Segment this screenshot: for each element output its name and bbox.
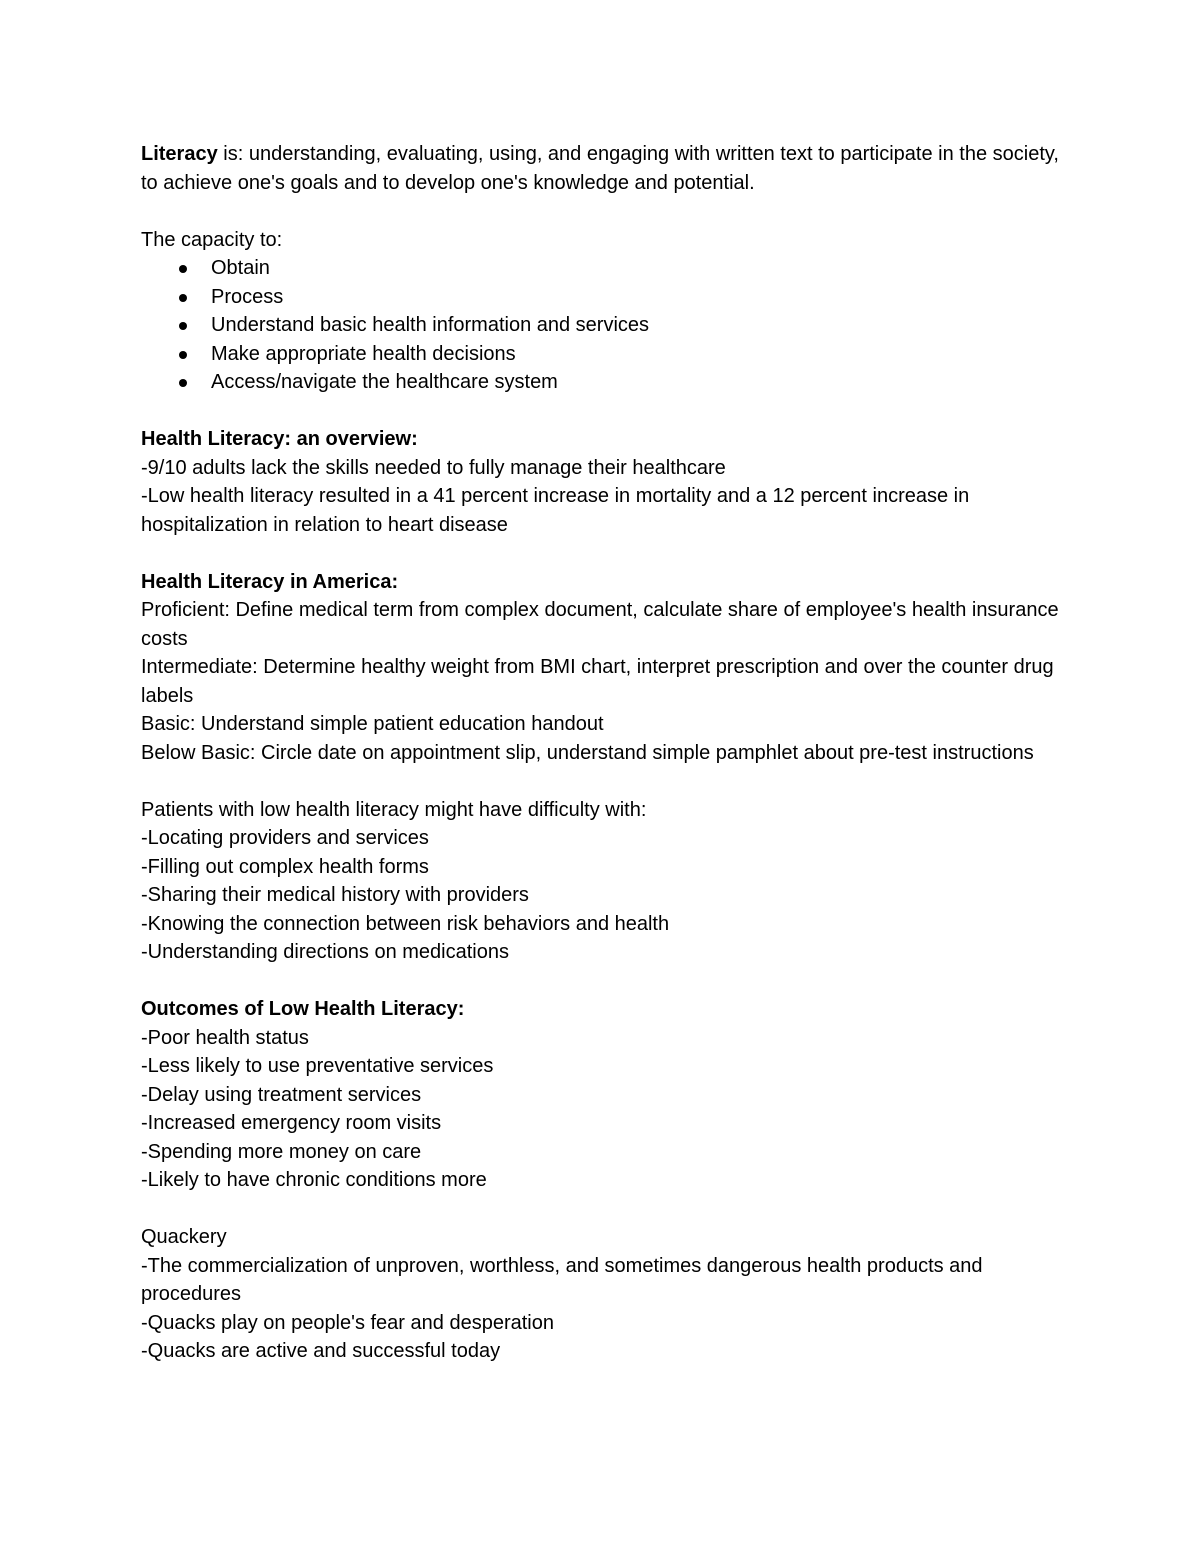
bullet-icon	[179, 351, 187, 359]
outcomes-line: -Poor health status	[141, 1026, 309, 1049]
literacy-definition	[141, 140, 1061, 197]
outcomes-line: -Increased emergency room visits	[141, 1112, 442, 1134]
quackery-line: -Quacks play on people's fear and desperation	[141, 1311, 554, 1334]
capacity-list	[141, 254, 1061, 397]
difficulty-line: -Filling out complex health forms	[141, 855, 429, 878]
capacity-item-text: Access/navigate the healthcare system	[211, 371, 558, 393]
america-heading	[141, 568, 1061, 597]
capacity-item-text: Obtain	[211, 257, 270, 279]
outcomes-heading-text: Outcomes of Low Health Literacy:	[141, 998, 465, 1020]
capacity-item-text: Make appropriate health decisions	[211, 342, 516, 365]
difficulty-line: -Understanding directions on medications	[141, 941, 509, 963]
difficulty-line: -Locating providers and services	[141, 827, 429, 849]
overview-line: -Low health literacy resulted in a 41 percent increase in mortality and a 12 percent increase in hospitalization in relation to heart disease	[141, 485, 970, 536]
overview-heading-text: Health Literacy: an overview:	[141, 428, 418, 450]
literacy-term: Literacy	[141, 143, 218, 165]
paragraph-gap	[141, 197, 1061, 226]
difficulty-line: -Knowing the connection between risk behaviors and health	[141, 912, 670, 935]
america-line: Basic: Understand simple patient education handout	[141, 713, 604, 735]
capacity-item	[141, 340, 1061, 369]
paragraph-gap	[141, 967, 1061, 996]
paragraph-gap	[141, 1195, 1061, 1224]
outcomes-heading	[141, 995, 1061, 1024]
paragraph-gap	[141, 397, 1061, 426]
quackery-line: -The commercialization of unproven, worthless, and sometimes dangerous health products and procedures	[141, 1254, 983, 1305]
outcomes-line: -Likely to have chronic conditions more	[141, 1169, 487, 1191]
bullet-icon	[179, 265, 187, 273]
document-page	[141, 140, 1061, 1366]
paragraph-gap	[141, 539, 1061, 568]
outcomes-line: -Spending more money on care	[141, 1140, 422, 1163]
bullet-icon	[179, 294, 187, 302]
america-heading-text: Health Literacy in America:	[141, 570, 399, 593]
capacity-item-text: Understand basic health information and services	[211, 314, 650, 336]
america-line: Intermediate: Determine healthy weight from BMI chart, interpret prescription and over the counter drug labels	[141, 656, 1054, 707]
overview-heading	[141, 425, 1061, 454]
capacity-heading: The capacity to:	[141, 228, 283, 251]
america-line: Below Basic: Circle date on appointment slip, understand simple pamphlet about pre-test instructions	[141, 741, 1034, 764]
literacy-definition-text: is: understanding, evaluating, using, and engaging with written text to participate in the society, to achieve one's goals and to develop one's knowledge and potential.	[141, 143, 1059, 194]
capacity-item	[141, 311, 1061, 340]
capacity-item-text: Process	[211, 285, 284, 308]
quackery-heading: Quackery	[141, 1226, 227, 1248]
outcomes-line: -Delay using treatment services	[141, 1083, 422, 1106]
capacity-item	[141, 368, 1061, 397]
outcomes-line: -Less likely to use preventative services	[141, 1055, 494, 1077]
paragraph-gap	[141, 767, 1061, 796]
overview-line: -9/10 adults lack the skills needed to fully manage their healthcare	[141, 456, 726, 479]
bullet-icon	[179, 322, 187, 330]
capacity-item	[141, 254, 1061, 283]
america-line: Proficient: Define medical term from complex document, calculate share of employee's health insurance costs	[141, 599, 1059, 650]
difficulty-line: -Sharing their medical history with providers	[141, 884, 529, 906]
bullet-icon	[179, 379, 187, 387]
difficulty-heading: Patients with low health literacy might have difficulty with:	[141, 798, 647, 821]
capacity-item	[141, 283, 1061, 312]
quackery-line: -Quacks are active and successful today	[141, 1340, 501, 1362]
